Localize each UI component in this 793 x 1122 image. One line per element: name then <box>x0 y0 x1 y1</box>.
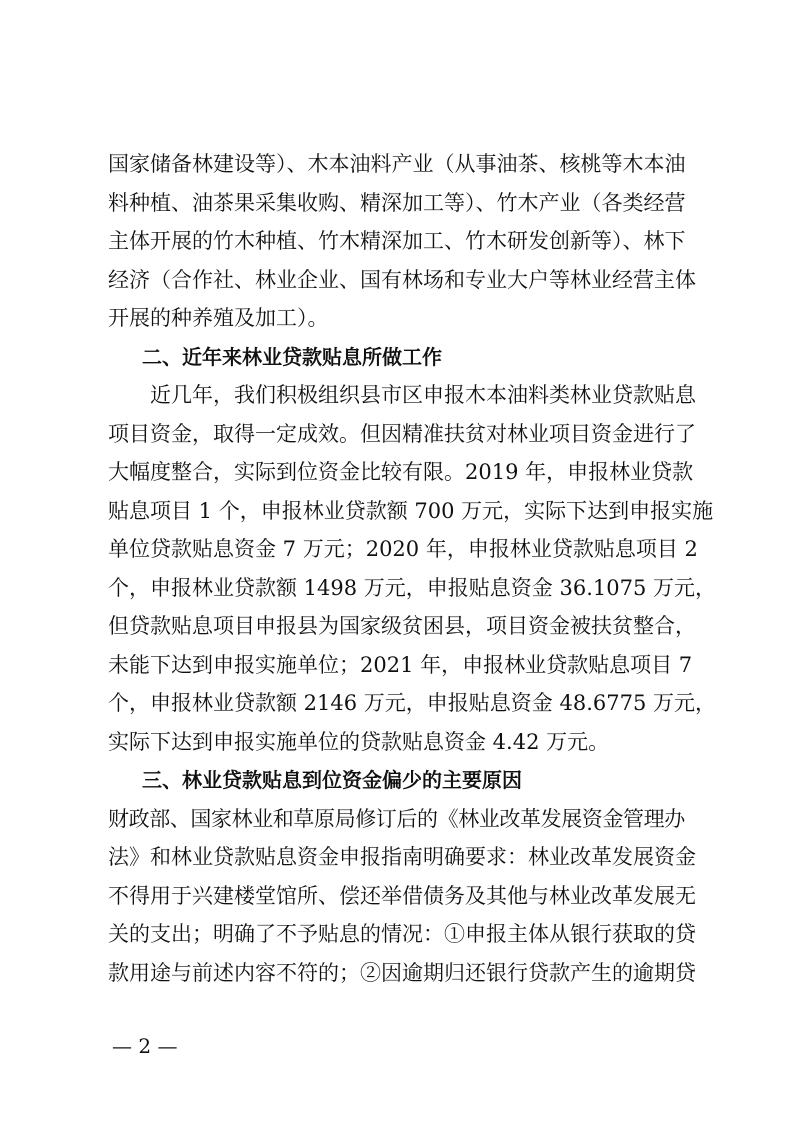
paragraph-line: 个，申报林业贷款额 1498 万元，申报贴息资金 36.1075 万元， <box>108 575 716 600</box>
paragraph-line: 项目资金，取得一定成效。但因精准扶贫对林业项目资金进行了 <box>108 421 696 446</box>
paragraph-line: 主体开展的竹木种植、竹木精深加工、竹木研发创新等）、林下 <box>108 229 686 253</box>
paragraph-line: 开展的种养殖及加工）。 <box>108 306 329 330</box>
section-heading-2: 二、近年来林业贷款贴息所做工作 <box>142 344 442 369</box>
section-heading-3: 三、林业贷款贴息到位资金偏少的主要原因 <box>142 768 522 792</box>
paragraph-line: 国家储备林建设等）、木本油料产业（从事油茶、核桃等木本油 <box>108 152 686 176</box>
paragraph-line: 不得用于兴建楼堂馆所、偿还举借债务及其他与林业改革发展无 <box>108 883 696 908</box>
paragraph-line: 贴息项目 1 个，申报林业贷款额 700 万元，实际下达到申报实施 <box>108 498 714 523</box>
paragraph-line: 款用途与前述内容不符的；②因逾期归还银行贷款产生的逾期贷 <box>108 960 696 985</box>
body-text <box>108 145 716 992</box>
paragraph-line: 大幅度整合，实际到位资金比较有限。2019 年，申报林业贷款 <box>108 460 694 484</box>
paragraph-line: 关的支出；明确了不予贴息的情况：①申报主体从银行获取的贷 <box>108 922 696 946</box>
paragraph-line: 法》和林业贷款贴息资金申报指南明确要求：林业改革发展资金 <box>108 845 696 869</box>
page-number: — 2 — <box>112 1034 178 1058</box>
paragraph-line: 财政部、国家林业和草原局修订后的《林业改革发展资金管理办 <box>108 806 685 831</box>
paragraph-line: 单位贷款贴息资金 7 万元；2020 年，申报林业贷款贴息项目 2 <box>108 537 698 561</box>
paragraph-line: 个，申报林业贷款额 2146 万元，申报贴息资金 48.6775 万元， <box>108 691 716 715</box>
paragraph-line: 实际下达到申报实施单位的贷款贴息资金 4.42 万元。 <box>108 729 610 754</box>
paragraph-line: 但贷款贴息项目申报县为国家级贫困县，项目资金被扶贫整合， <box>108 614 696 638</box>
paragraph-line: 经济（合作社、林业企业、国有林场和专业大户等林业经营主体 <box>108 267 696 292</box>
paragraph-line: 料种植、油茶果采集收购、精深加工等）、竹木产业（各类经营 <box>108 190 686 215</box>
paragraph-line: 未能下达到申报实施单位；2021 年，申报林业贷款贴息项目 7 <box>108 652 693 677</box>
paragraph-line: 近几年，我们积极组织县市区申报木本油料类林业贷款贴息 <box>150 383 696 407</box>
